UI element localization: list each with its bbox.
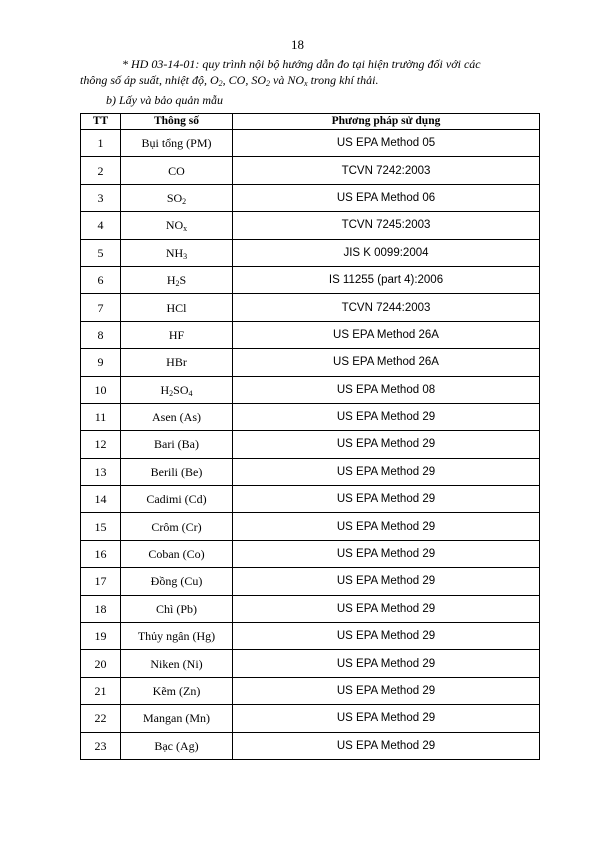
footnote-line-2: thông số áp suất, nhiệt độ, $O_2$, CO, $SO_2$ và $NO_x$ trong khí thải. (80, 73, 379, 88)
row-number: 4 (81, 212, 121, 239)
row-method: US EPA Method 26A (233, 321, 540, 348)
header-method: Phương pháp sử dụng (233, 114, 540, 130)
row-number: 9 (81, 349, 121, 376)
row-parameter: Berili (Be) (121, 458, 233, 485)
row-parameter: Coban (Co) (121, 540, 233, 567)
row-method: US EPA Method 29 (233, 486, 540, 513)
row-method: US EPA Method 06 (233, 184, 540, 211)
header-parameter: Thông số (121, 114, 233, 130)
row-number: 11 (81, 403, 121, 430)
table-header-row (81, 114, 540, 130)
table-row (81, 349, 540, 376)
row-method: US EPA Method 29 (233, 705, 540, 732)
table-row (81, 540, 540, 567)
row-number: 7 (81, 294, 121, 321)
row-parameter: Niken (Ni) (121, 650, 233, 677)
row-method: US EPA Method 29 (233, 650, 540, 677)
row-parameter: $NH_3$ (121, 239, 233, 266)
row-number: 10 (81, 376, 121, 403)
row-number: 16 (81, 540, 121, 567)
table-row (81, 595, 540, 622)
row-method: US EPA Method 29 (233, 431, 540, 458)
row-number: 1 (81, 130, 121, 157)
table-row (81, 294, 540, 321)
row-method: TCVN 7242:2003 (233, 157, 540, 184)
row-number: 18 (81, 595, 121, 622)
row-number: 19 (81, 623, 121, 650)
row-number: 15 (81, 513, 121, 540)
row-method: US EPA Method 08 (233, 376, 540, 403)
row-method: US EPA Method 29 (233, 677, 540, 704)
row-number: 22 (81, 705, 121, 732)
table-row (81, 650, 540, 677)
table-row (81, 403, 540, 430)
table-row (81, 486, 540, 513)
row-method: US EPA Method 29 (233, 568, 540, 595)
row-parameter: Bạc (Ag) (121, 732, 233, 759)
row-number: 8 (81, 321, 121, 348)
row-number: 6 (81, 266, 121, 293)
row-number: 12 (81, 431, 121, 458)
table-row (81, 623, 540, 650)
row-parameter: Asen (As) (121, 403, 233, 430)
page-number: 18 (291, 37, 304, 52)
row-parameter: Crôm (Cr) (121, 513, 233, 540)
table-row (81, 732, 540, 759)
row-parameter: $SO_2$ (121, 184, 233, 211)
row-parameter: Mangan (Mn) (121, 705, 233, 732)
table-row (81, 458, 540, 485)
row-parameter: HBr (121, 349, 233, 376)
row-method: US EPA Method 29 (233, 623, 540, 650)
row-number: 21 (81, 677, 121, 704)
table-row (81, 376, 540, 403)
table-row (81, 568, 540, 595)
row-number: 2 (81, 157, 121, 184)
methods-table (80, 113, 540, 760)
table-row (81, 212, 540, 239)
row-parameter: CO (121, 157, 233, 184)
row-parameter: Cadimi (Cd) (121, 486, 233, 513)
table-row (81, 431, 540, 458)
table-row (81, 239, 540, 266)
row-method: TCVN 7244:2003 (233, 294, 540, 321)
row-parameter: Bụi tổng (PM) (121, 130, 233, 157)
row-number: 23 (81, 732, 121, 759)
row-number: 3 (81, 184, 121, 211)
row-number: 13 (81, 458, 121, 485)
row-method: IS 11255 (part 4):2006 (233, 266, 540, 293)
row-number: 17 (81, 568, 121, 595)
row-method: US EPA Method 26A (233, 349, 540, 376)
row-method: JIS K 0099:2004 (233, 239, 540, 266)
row-parameter: HF (121, 321, 233, 348)
row-parameter: HCl (121, 294, 233, 321)
footnote-line-1: * HD 03-14-01: quy trình nội bộ hướng dẫn đo tại hiện trường đối với các (122, 57, 481, 71)
row-parameter: Kẽm (Zn) (121, 677, 233, 704)
header-tt: TT (81, 114, 121, 130)
row-number: 20 (81, 650, 121, 677)
row-parameter: Đồng (Cu) (121, 568, 233, 595)
row-method: TCVN 7245:2003 (233, 212, 540, 239)
section-subheading: b) Lấy và bảo quản mẫu (106, 93, 223, 107)
table-row (81, 705, 540, 732)
row-number: 5 (81, 239, 121, 266)
row-method: US EPA Method 29 (233, 540, 540, 567)
row-parameter: $H_2SO_4$ (121, 376, 233, 403)
table-row (81, 513, 540, 540)
table-row (81, 184, 540, 211)
row-method: US EPA Method 29 (233, 595, 540, 622)
row-method: US EPA Method 29 (233, 458, 540, 485)
row-method: US EPA Method 29 (233, 732, 540, 759)
row-parameter: Thủy ngân (Hg) (121, 623, 233, 650)
table-row (81, 321, 540, 348)
row-number: 14 (81, 486, 121, 513)
row-parameter: $NO_x$ (121, 212, 233, 239)
row-method: US EPA Method 29 (233, 513, 540, 540)
table-row (81, 130, 540, 157)
table-row (81, 266, 540, 293)
row-parameter: $H_2S$ (121, 266, 233, 293)
table-row (81, 157, 540, 184)
row-method: US EPA Method 29 (233, 403, 540, 430)
footnote-paragraph (80, 56, 539, 88)
row-method: US EPA Method 05 (233, 130, 540, 157)
row-parameter: Chì (Pb) (121, 595, 233, 622)
table-row (81, 677, 540, 704)
row-parameter: Bari (Ba) (121, 431, 233, 458)
